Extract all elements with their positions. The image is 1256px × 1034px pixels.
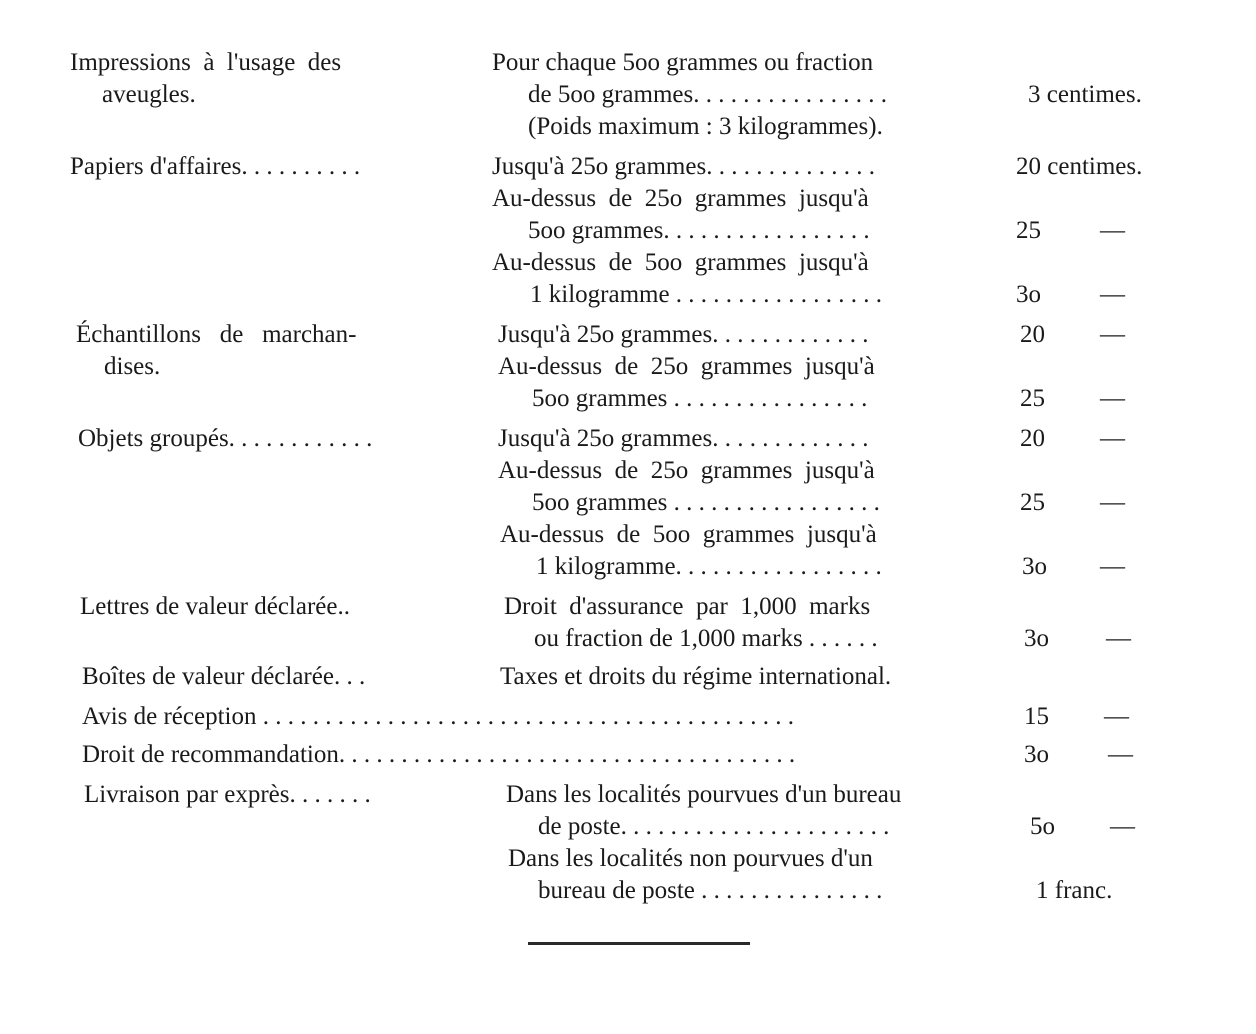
detail-line: 5oo grammes . . . . . . . . . . . . . . . . (532, 385, 868, 412)
category-label: Lettres de valeur déclarée.. (80, 593, 350, 620)
amount: 15 (1024, 703, 1049, 730)
amount: 25 (1020, 489, 1045, 516)
category-label: Papiers d'affaires. . . . . . . . . . (70, 153, 361, 180)
detail-line: Droit d'assurance par 1,000 marks (504, 593, 871, 620)
ditto-mark: — (1110, 813, 1135, 840)
ditto-mark: — (1100, 489, 1125, 516)
detail-line: Dans les localités pourvues d'un bureau (506, 781, 902, 808)
detail-line: Taxes et droits du régime international. (500, 663, 892, 690)
amount: 3o (1024, 741, 1049, 768)
amount: 3o (1016, 281, 1041, 308)
amount: 25 (1016, 217, 1041, 244)
ditto-mark: — (1104, 703, 1129, 730)
category-label: Impressions à l'usage des (70, 49, 342, 76)
detail-line: 5oo grammes . . . . . . . . . . . . . . . . . (532, 489, 880, 516)
detail-line: Au-dessus de 25o grammes jusqu'à (492, 185, 869, 212)
detail-line: Jusqu'à 25o grammes. . . . . . . . . . . . . (498, 321, 869, 348)
detail-line: 5oo grammes. . . . . . . . . . . . . . . . . (528, 217, 870, 244)
detail-line: 1 kilogramme . . . . . . . . . . . . . . . . . (530, 281, 883, 308)
detail-line: de poste. . . . . . . . . . . . . . . . . . . . . . (538, 813, 890, 840)
amount: 20 (1020, 321, 1045, 348)
category-label: aveugles. (102, 81, 196, 108)
ditto-mark: — (1100, 217, 1125, 244)
category-label: Objets groupés. . . . . . . . . . . . (78, 425, 373, 452)
amount: 3o (1022, 553, 1047, 580)
ditto-mark: — (1100, 321, 1125, 348)
category-label: Avis de réception . . . . . . . . . . . . . . . . . . . . . . . . . . . . . . . . . . . . . . . . . . . (82, 703, 794, 730)
ditto-mark: — (1100, 425, 1125, 452)
end-rule (528, 942, 750, 945)
amount: 3o (1024, 625, 1049, 652)
ditto-mark: — (1100, 281, 1125, 308)
ditto-mark: — (1100, 385, 1125, 412)
detail-line: ou fraction de 1,000 marks . . . . . . (534, 625, 878, 652)
category-label: Droit de recommandation. . . . . . . . . . . . . . . . . . . . . . . . . . . . . . . . . . . . . (82, 741, 796, 768)
amount: 3 centimes. (1028, 81, 1142, 108)
amount: 20 (1020, 425, 1045, 452)
amount: 1 franc. (1036, 877, 1113, 904)
detail-line: Jusqu'à 25o grammes. . . . . . . . . . . . . (498, 425, 869, 452)
category-label: Livraison par exprès. . . . . . . (84, 781, 371, 808)
category-label: dises. (104, 353, 161, 380)
detail-line: 1 kilogramme. . . . . . . . . . . . . . . . . (536, 553, 882, 580)
detail-line: Au-dessus de 5oo grammes jusqu'à (492, 249, 869, 276)
detail-line: de 5oo grammes. . . . . . . . . . . . . . . . (528, 81, 887, 108)
ditto-mark: — (1106, 625, 1131, 652)
category-label: Boîtes de valeur déclarée. . . (82, 663, 366, 690)
detail-line: Jusqu'à 25o grammes. . . . . . . . . . . . . . (492, 153, 875, 180)
detail-line: Au-dessus de 25o grammes jusqu'à (498, 457, 875, 484)
detail-line: Au-dessus de 5oo grammes jusqu'à (500, 521, 877, 548)
ditto-mark: — (1100, 553, 1125, 580)
detail-line: Au-dessus de 25o grammes jusqu'à (498, 353, 875, 380)
detail-line: Dans les localités non pourvues d'un (508, 845, 873, 872)
amount: 25 (1020, 385, 1045, 412)
category-label: Échantillons de marchan- (76, 321, 357, 348)
detail-line: bureau de poste . . . . . . . . . . . . . . . (538, 877, 883, 904)
amount: 20 centimes. (1016, 153, 1143, 180)
detail-line: Pour chaque 5oo grammes ou fraction (492, 49, 874, 76)
detail-line: (Poids maximum : 3 kilogrammes). (528, 113, 883, 140)
ditto-mark: — (1108, 741, 1133, 768)
amount: 5o (1030, 813, 1055, 840)
